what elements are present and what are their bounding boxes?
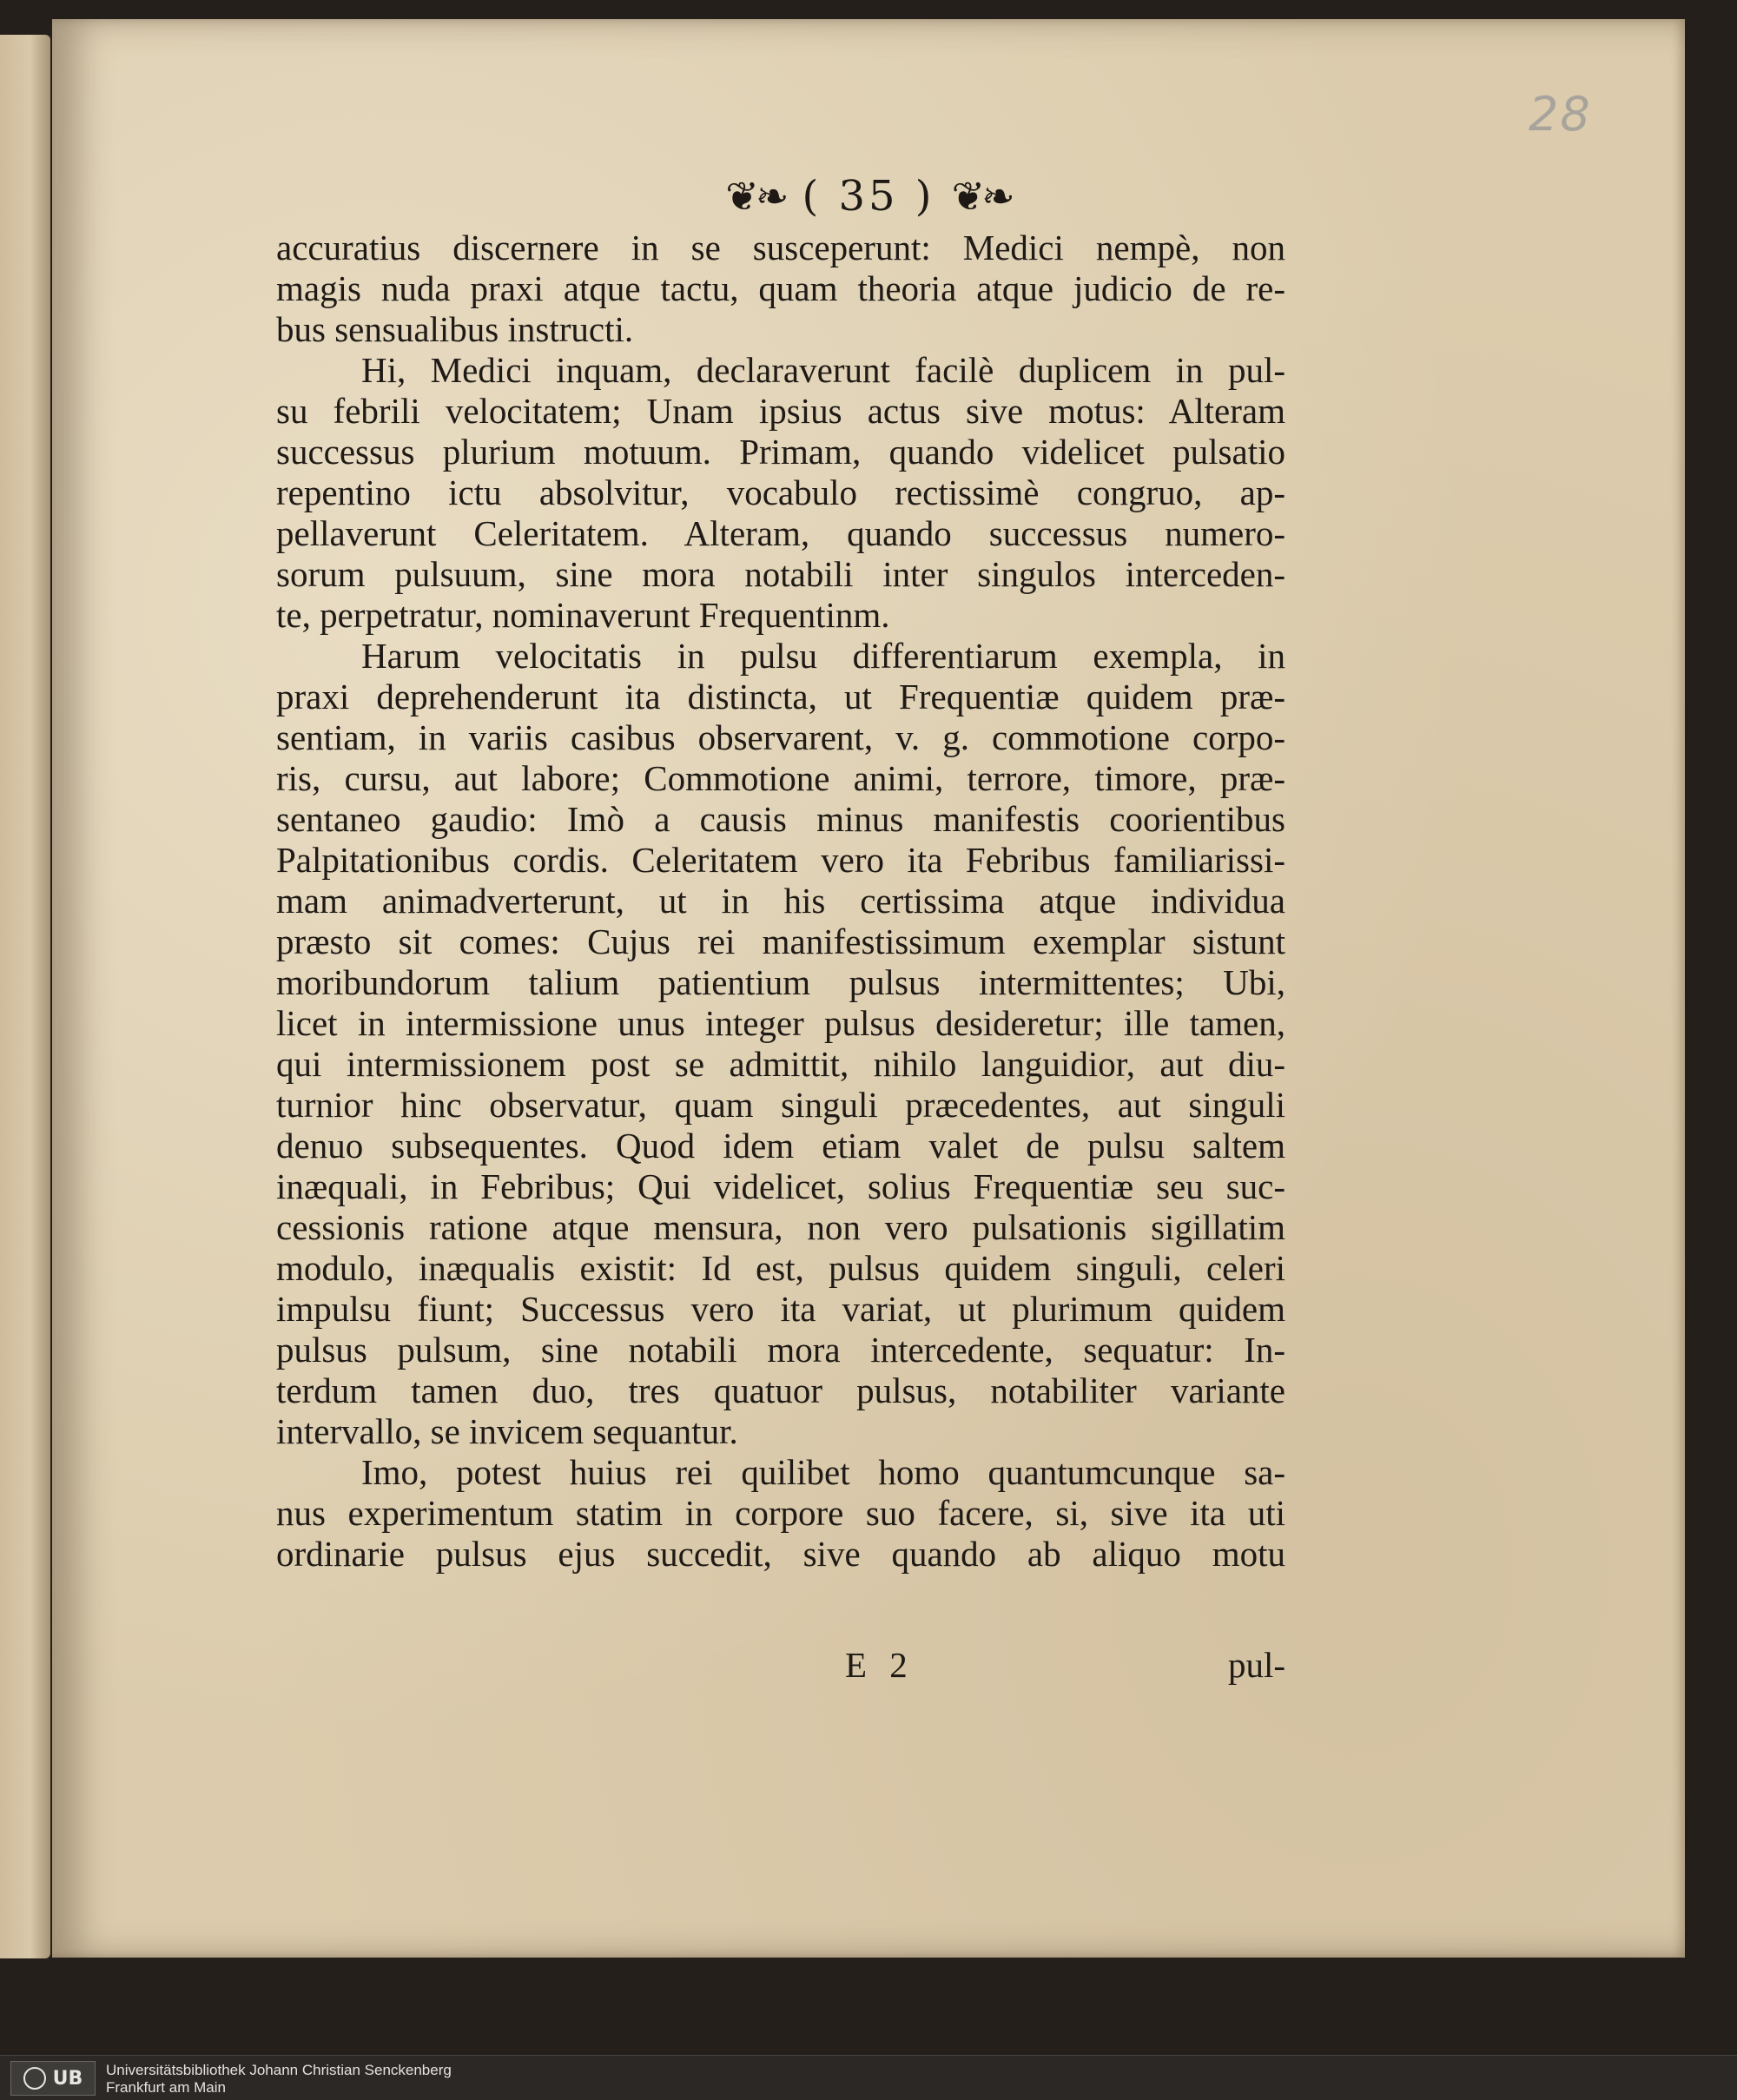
text-line: impulsu fiunt; Successus vero ita variat, ut plurimum quidem: [276, 1289, 1285, 1329]
text-line: licet in intermissione unus integer pulsus desideretur; ille tamen,: [276, 1003, 1285, 1043]
body-text: [276, 228, 1285, 1575]
page-footer: [276, 1644, 1285, 1687]
text-line: cessionis ratione atque mensura, non vero pulsationis sigillatim: [276, 1207, 1285, 1247]
text-line: Palpitationibus cordis. Celeritatem vero ita Febribus familiarissi-: [276, 840, 1285, 880]
text-line: intervallo, se invicem sequantur.: [276, 1411, 738, 1451]
text-line: qui intermissionem post se admittit, nihilo languidior, aut diu-: [276, 1044, 1285, 1084]
text-line: magis nuda praxi atque tactu, quam theoria atque judicio de re-: [276, 268, 1285, 308]
ornament-right-icon: ❦❧: [951, 173, 1012, 220]
facing-page-edge: [0, 35, 50, 1958]
text-line: ris, cursu, aut labore; Commotione animi, terrore, timore, præ-: [276, 758, 1285, 798]
text-line: Imo, potest huius rei quilibet homo quantumcunque sa-: [361, 1452, 1285, 1492]
text-line: repentino ictu absolvitur, vocabulo rectissimè congruo, ap-: [276, 472, 1285, 512]
library-logo[interactable]: [10, 2061, 96, 2096]
text-line: pellaverunt Celeritatem. Alteram, quando successus numero-: [276, 513, 1285, 553]
text-line: terdum tamen duo, tres quatuor pulsus, notabiliter variante: [276, 1370, 1285, 1410]
handwritten-folio-number: 28: [1529, 87, 1592, 142]
viewer-footer-bar: [0, 2055, 1737, 2100]
text-line: bus sensualibus instructi.: [276, 309, 634, 349]
text-line: denuo subsequentes. Quod idem etiam valet de pulsu saltem: [276, 1126, 1285, 1166]
text-line: turnior hinc observatur, quam singuli præcedentes, aut singuli: [276, 1085, 1285, 1125]
text-line: Harum velocitatis in pulsu differentiarum exempla, in: [361, 636, 1285, 676]
text-line: sorum pulsuum, sine mora notabili inter singulos interceden-: [276, 554, 1285, 594]
signature-mark: E 2: [845, 1645, 915, 1685]
text-line: moribundorum talium patientium pulsus intermittentes; Ubi,: [276, 962, 1285, 1002]
text-line: ordinarie pulsus ejus succedit, sive quando ab aliquo motu: [276, 1534, 1285, 1574]
page-number: ( 35 ): [802, 172, 935, 221]
text-line: te, perpetratur, nominaverunt Frequentinm.: [276, 595, 890, 635]
text-line: mam animadverterunt, ut in his certissima atque individua: [276, 881, 1285, 921]
text-line: modulo, inæqualis existit: Id est, pulsus quidem singuli, celeri: [276, 1248, 1285, 1288]
library-name-line1: Universitätsbibliothek Johann Christian Senckenberg: [106, 2062, 452, 2078]
catchword: pul-: [1227, 1645, 1285, 1685]
text-line: Hi, Medici inquam, declaraverunt facilè duplicem in pul-: [361, 350, 1285, 390]
ornament-left-icon: ❦❧: [725, 173, 786, 220]
text-line: accuratius discernere in se susceperunt: Medici nempè, non: [276, 228, 1285, 267]
logo-text: UB: [52, 2067, 83, 2090]
text-line: su febrili velocitatem; Unam ipsius actus sive motus: Alteram: [276, 391, 1285, 431]
text-line: præsto sit comes: Cujus rei manifestissimum exemplar sistunt: [276, 921, 1285, 961]
page-header: [0, 172, 1737, 221]
text-line: successus plurium motuum. Primam, quando videlicet pulsatio: [276, 432, 1285, 472]
text-line: praxi deprehenderunt ita distincta, ut Frequentiæ quidem præ-: [276, 677, 1285, 717]
library-name: [106, 2062, 452, 2097]
text-line: nus experimentum statim in corpore suo facere, si, sive ita uti: [276, 1493, 1285, 1533]
seal-icon: [23, 2067, 46, 2090]
text-line: pulsus pulsum, sine notabili mora intercedente, sequatur: In-: [276, 1330, 1285, 1370]
library-name-line2: Frankfurt am Main: [106, 2079, 226, 2096]
text-line: sentiam, in variis casibus observarent, v. g. commotione corpo-: [276, 717, 1285, 757]
text-line: inæquali, in Febribus; Qui videlicet, solius Frequentiæ seu suc-: [276, 1166, 1285, 1206]
text-line: sentaneo gaudio: Imò a causis minus manifestis coorientibus: [276, 799, 1285, 839]
